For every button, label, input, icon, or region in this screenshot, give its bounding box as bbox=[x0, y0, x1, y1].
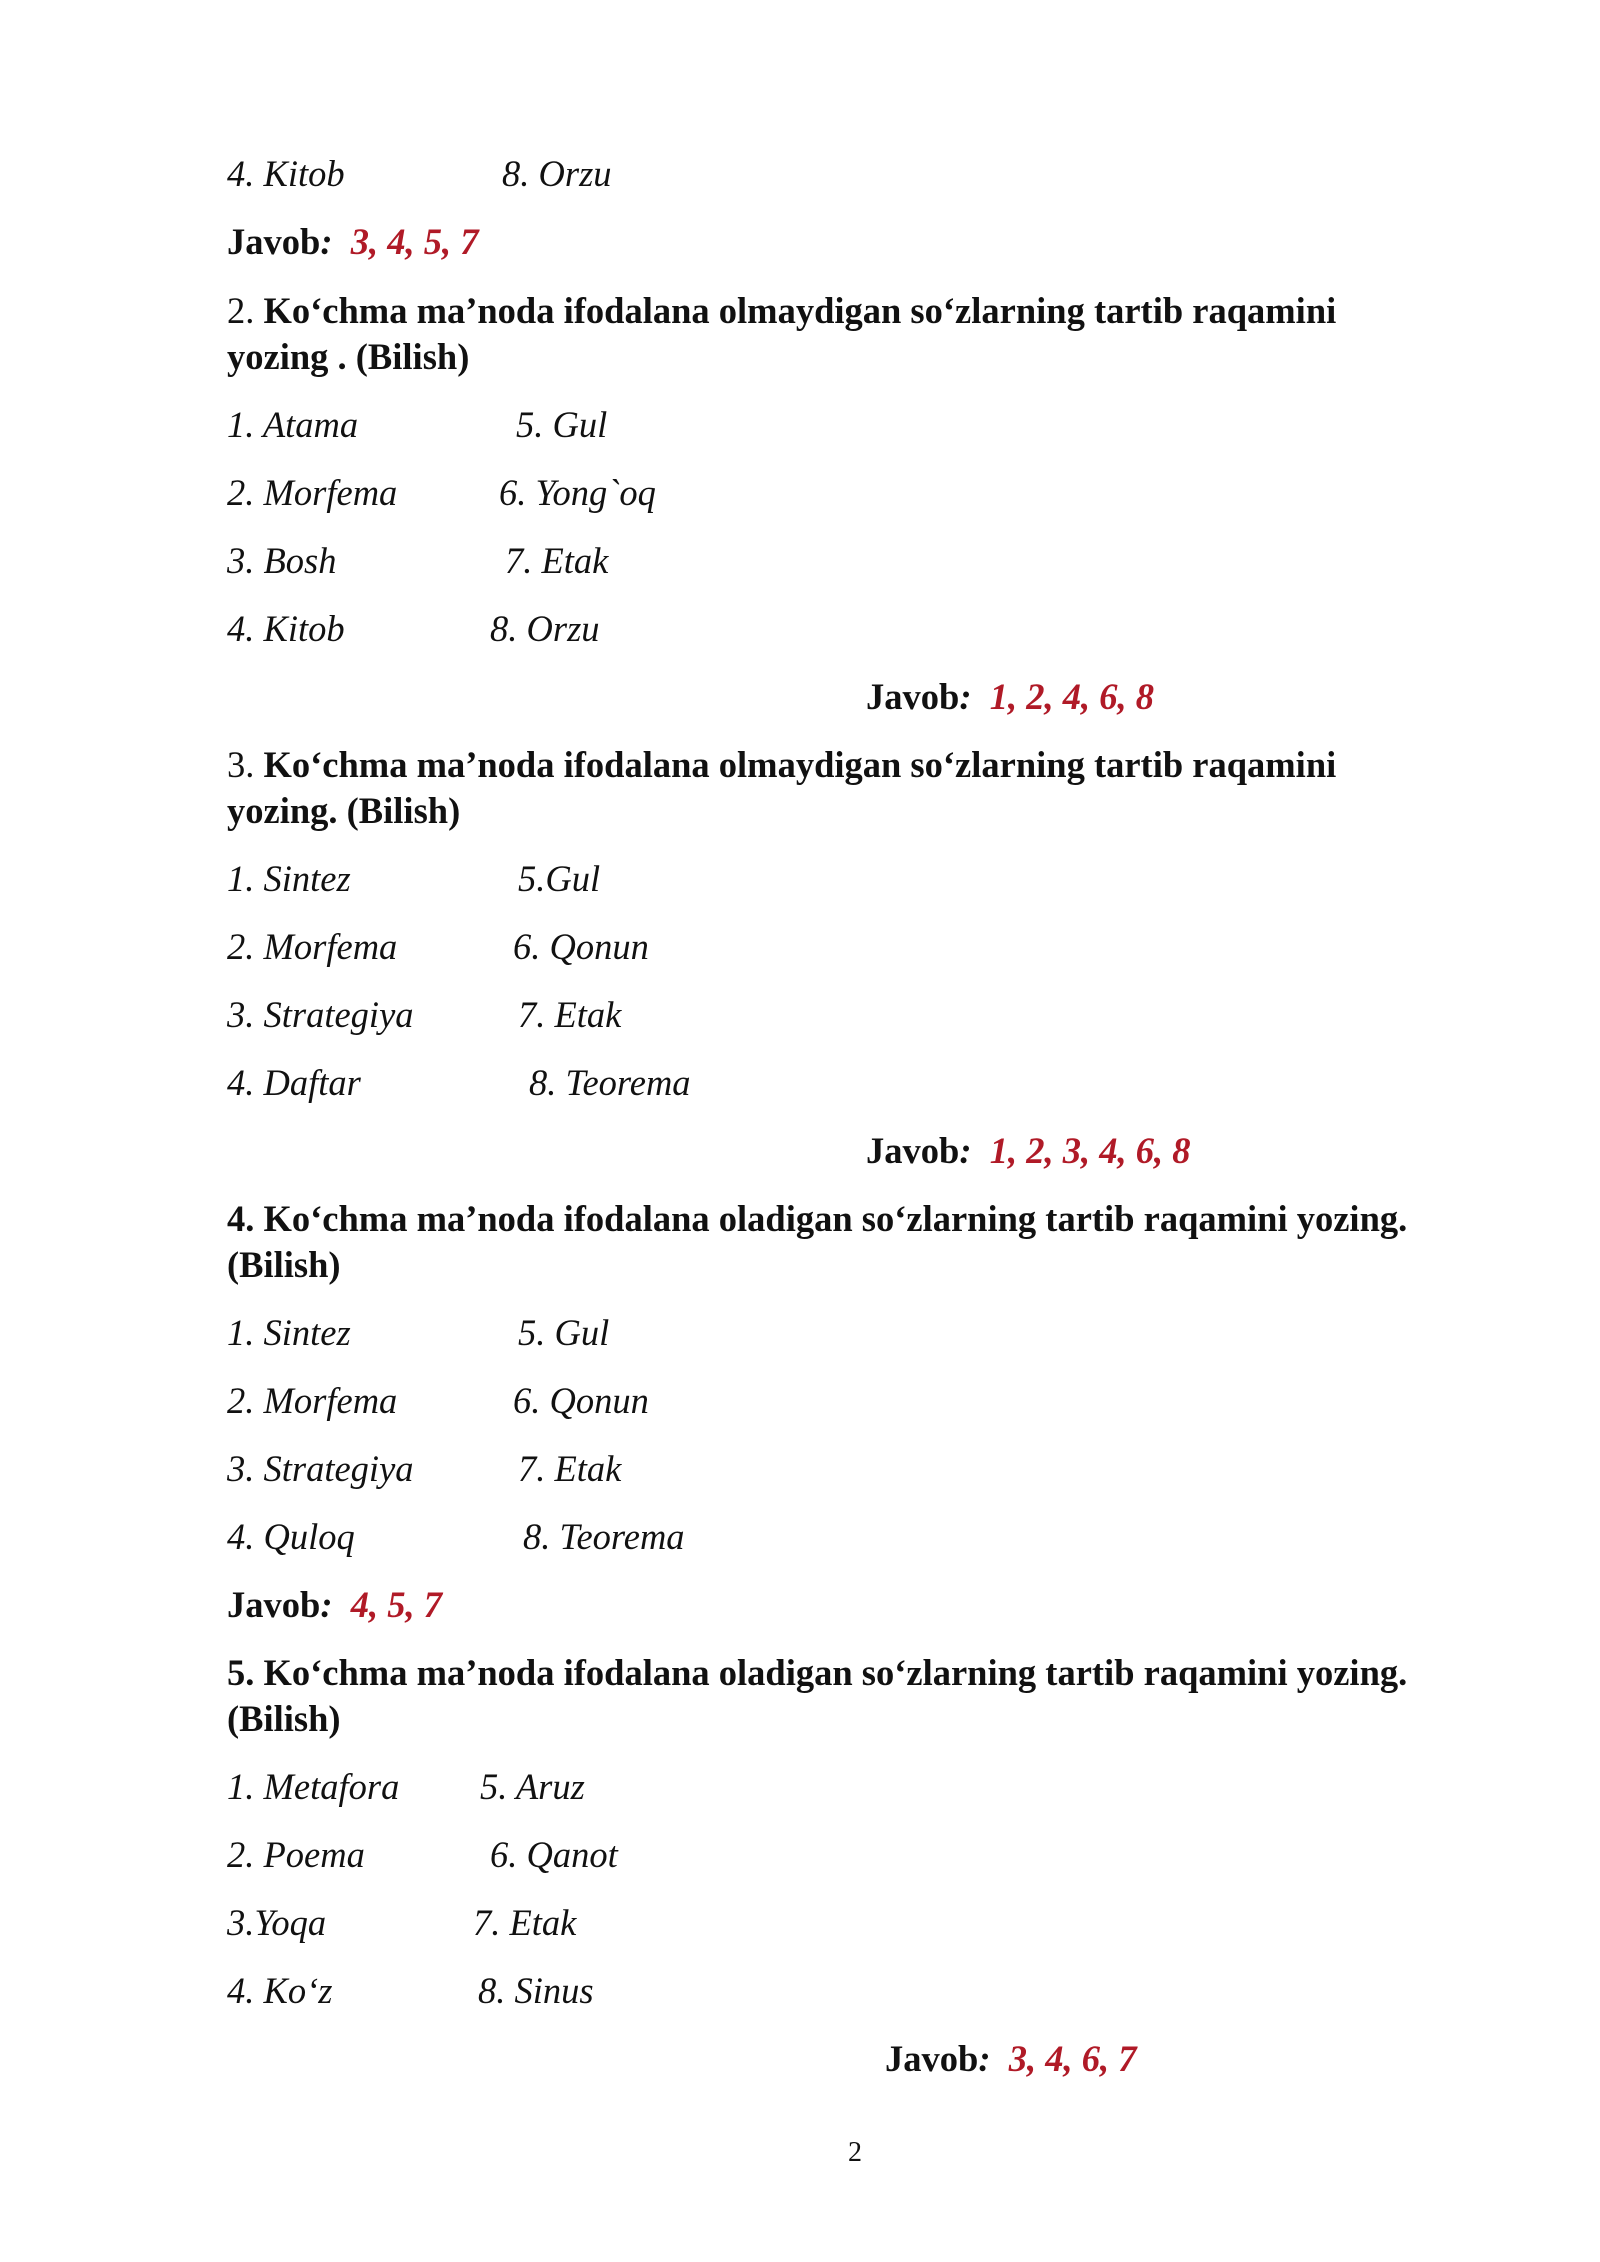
option-4: 4. Kitob bbox=[227, 608, 345, 649]
answer-colon: : bbox=[320, 221, 333, 262]
option-5: 5. Gul bbox=[516, 404, 608, 445]
option-3: 3. Strategiya bbox=[227, 1448, 414, 1489]
question-2-line1 bbox=[227, 289, 1336, 333]
question-2-text: Ko‘chma ma’noda ifodalana olmaydigan so‘zlarning tartib raqamini bbox=[263, 290, 1337, 331]
question-3-line2: yozing. (Bilish) bbox=[227, 790, 461, 831]
option-3: 3. Bosh bbox=[227, 540, 337, 581]
question-2-line2: yozing . (Bilish) bbox=[227, 336, 470, 377]
option-7: 7. Etak bbox=[505, 540, 609, 581]
option-7: 7. Etak bbox=[518, 994, 622, 1035]
option-6: 6. Qanot bbox=[490, 1834, 618, 1875]
answer-values: 1, 2, 3, 4, 6, 8 bbox=[989, 1130, 1191, 1171]
option-8: 8. Orzu bbox=[490, 608, 600, 649]
option-6: 6. Qonun bbox=[513, 926, 649, 967]
question-4-line2: (Bilish) bbox=[227, 1244, 341, 1285]
answer-line bbox=[227, 1583, 442, 1627]
option-1: 1. Sintez bbox=[227, 858, 351, 899]
option-8: 8. Orzu bbox=[502, 153, 612, 194]
option-4: 4. Ko‘z bbox=[227, 1970, 333, 2011]
answer-values: 1, 2, 4, 6, 8 bbox=[989, 676, 1154, 717]
option-2: 2. Morfema bbox=[227, 1380, 398, 1421]
answer-line bbox=[885, 2037, 1136, 2081]
option-1: 1. Sintez bbox=[227, 1312, 351, 1353]
option-8: 8. Teorema bbox=[529, 1062, 691, 1103]
answer-line bbox=[227, 220, 478, 264]
answer-label: Javob bbox=[866, 676, 960, 717]
option-8: 8. Teorema bbox=[523, 1516, 685, 1557]
option-2: 2. Morfema bbox=[227, 472, 398, 513]
answer-values: 4, 5, 7 bbox=[350, 1584, 442, 1625]
option-5: 5.Gul bbox=[518, 858, 601, 899]
answer-colon: : bbox=[959, 1130, 972, 1171]
answer-line bbox=[866, 675, 1154, 719]
option-7: 7. Etak bbox=[473, 1902, 577, 1943]
answer-label: Javob bbox=[227, 221, 321, 262]
answer-values: 3, 4, 6, 7 bbox=[1008, 2038, 1137, 2079]
option-5: 5. Aruz bbox=[480, 1766, 585, 1807]
answer-label: Javob bbox=[866, 1130, 960, 1171]
answer-colon: : bbox=[320, 1584, 333, 1625]
answer-values: 3, 4, 5, 7 bbox=[350, 221, 479, 262]
option-1: 1. Metafora bbox=[227, 1766, 400, 1807]
option-4: 4. Kitob bbox=[227, 153, 345, 194]
page-number: 2 bbox=[848, 2137, 862, 2168]
option-3: 3.Yoqa bbox=[227, 1902, 327, 1943]
answer-label: Javob bbox=[885, 2038, 979, 2079]
option-5: 5. Gul bbox=[518, 1312, 610, 1353]
option-4: 4. Daftar bbox=[227, 1062, 361, 1103]
option-4: 4. Quloq bbox=[227, 1516, 355, 1557]
option-6: 6. Qonun bbox=[513, 1380, 649, 1421]
option-6: 6. Yong`oq bbox=[499, 472, 656, 513]
question-5-line2: (Bilish) bbox=[227, 1698, 341, 1739]
question-5-line1: 5. Ko‘chma ma’noda ifodalana oladigan so‘zlarning tartib raqamini yozing. bbox=[227, 1652, 1408, 1693]
question-3-number: 3. bbox=[227, 744, 264, 785]
answer-line bbox=[866, 1129, 1190, 1173]
option-2: 2. Morfema bbox=[227, 926, 398, 967]
question-3-text: Ko‘chma ma’noda ifodalana olmaydigan so‘zlarning tartib raqamini bbox=[263, 744, 1337, 785]
question-4-line1: 4. Ko‘chma ma’noda ifodalana oladigan so‘zlarning tartib raqamini yozing. bbox=[227, 1198, 1408, 1239]
answer-label: Javob bbox=[227, 1584, 321, 1625]
option-2: 2. Poema bbox=[227, 1834, 365, 1875]
answer-colon: : bbox=[959, 676, 972, 717]
question-3-line1 bbox=[227, 743, 1336, 787]
option-3: 3. Strategiya bbox=[227, 994, 414, 1035]
option-1: 1. Atama bbox=[227, 404, 359, 445]
option-7: 7. Etak bbox=[518, 1448, 622, 1489]
option-8: 8. Sinus bbox=[478, 1970, 594, 2011]
answer-colon: : bbox=[978, 2038, 991, 2079]
question-2-number: 2. bbox=[227, 290, 264, 331]
